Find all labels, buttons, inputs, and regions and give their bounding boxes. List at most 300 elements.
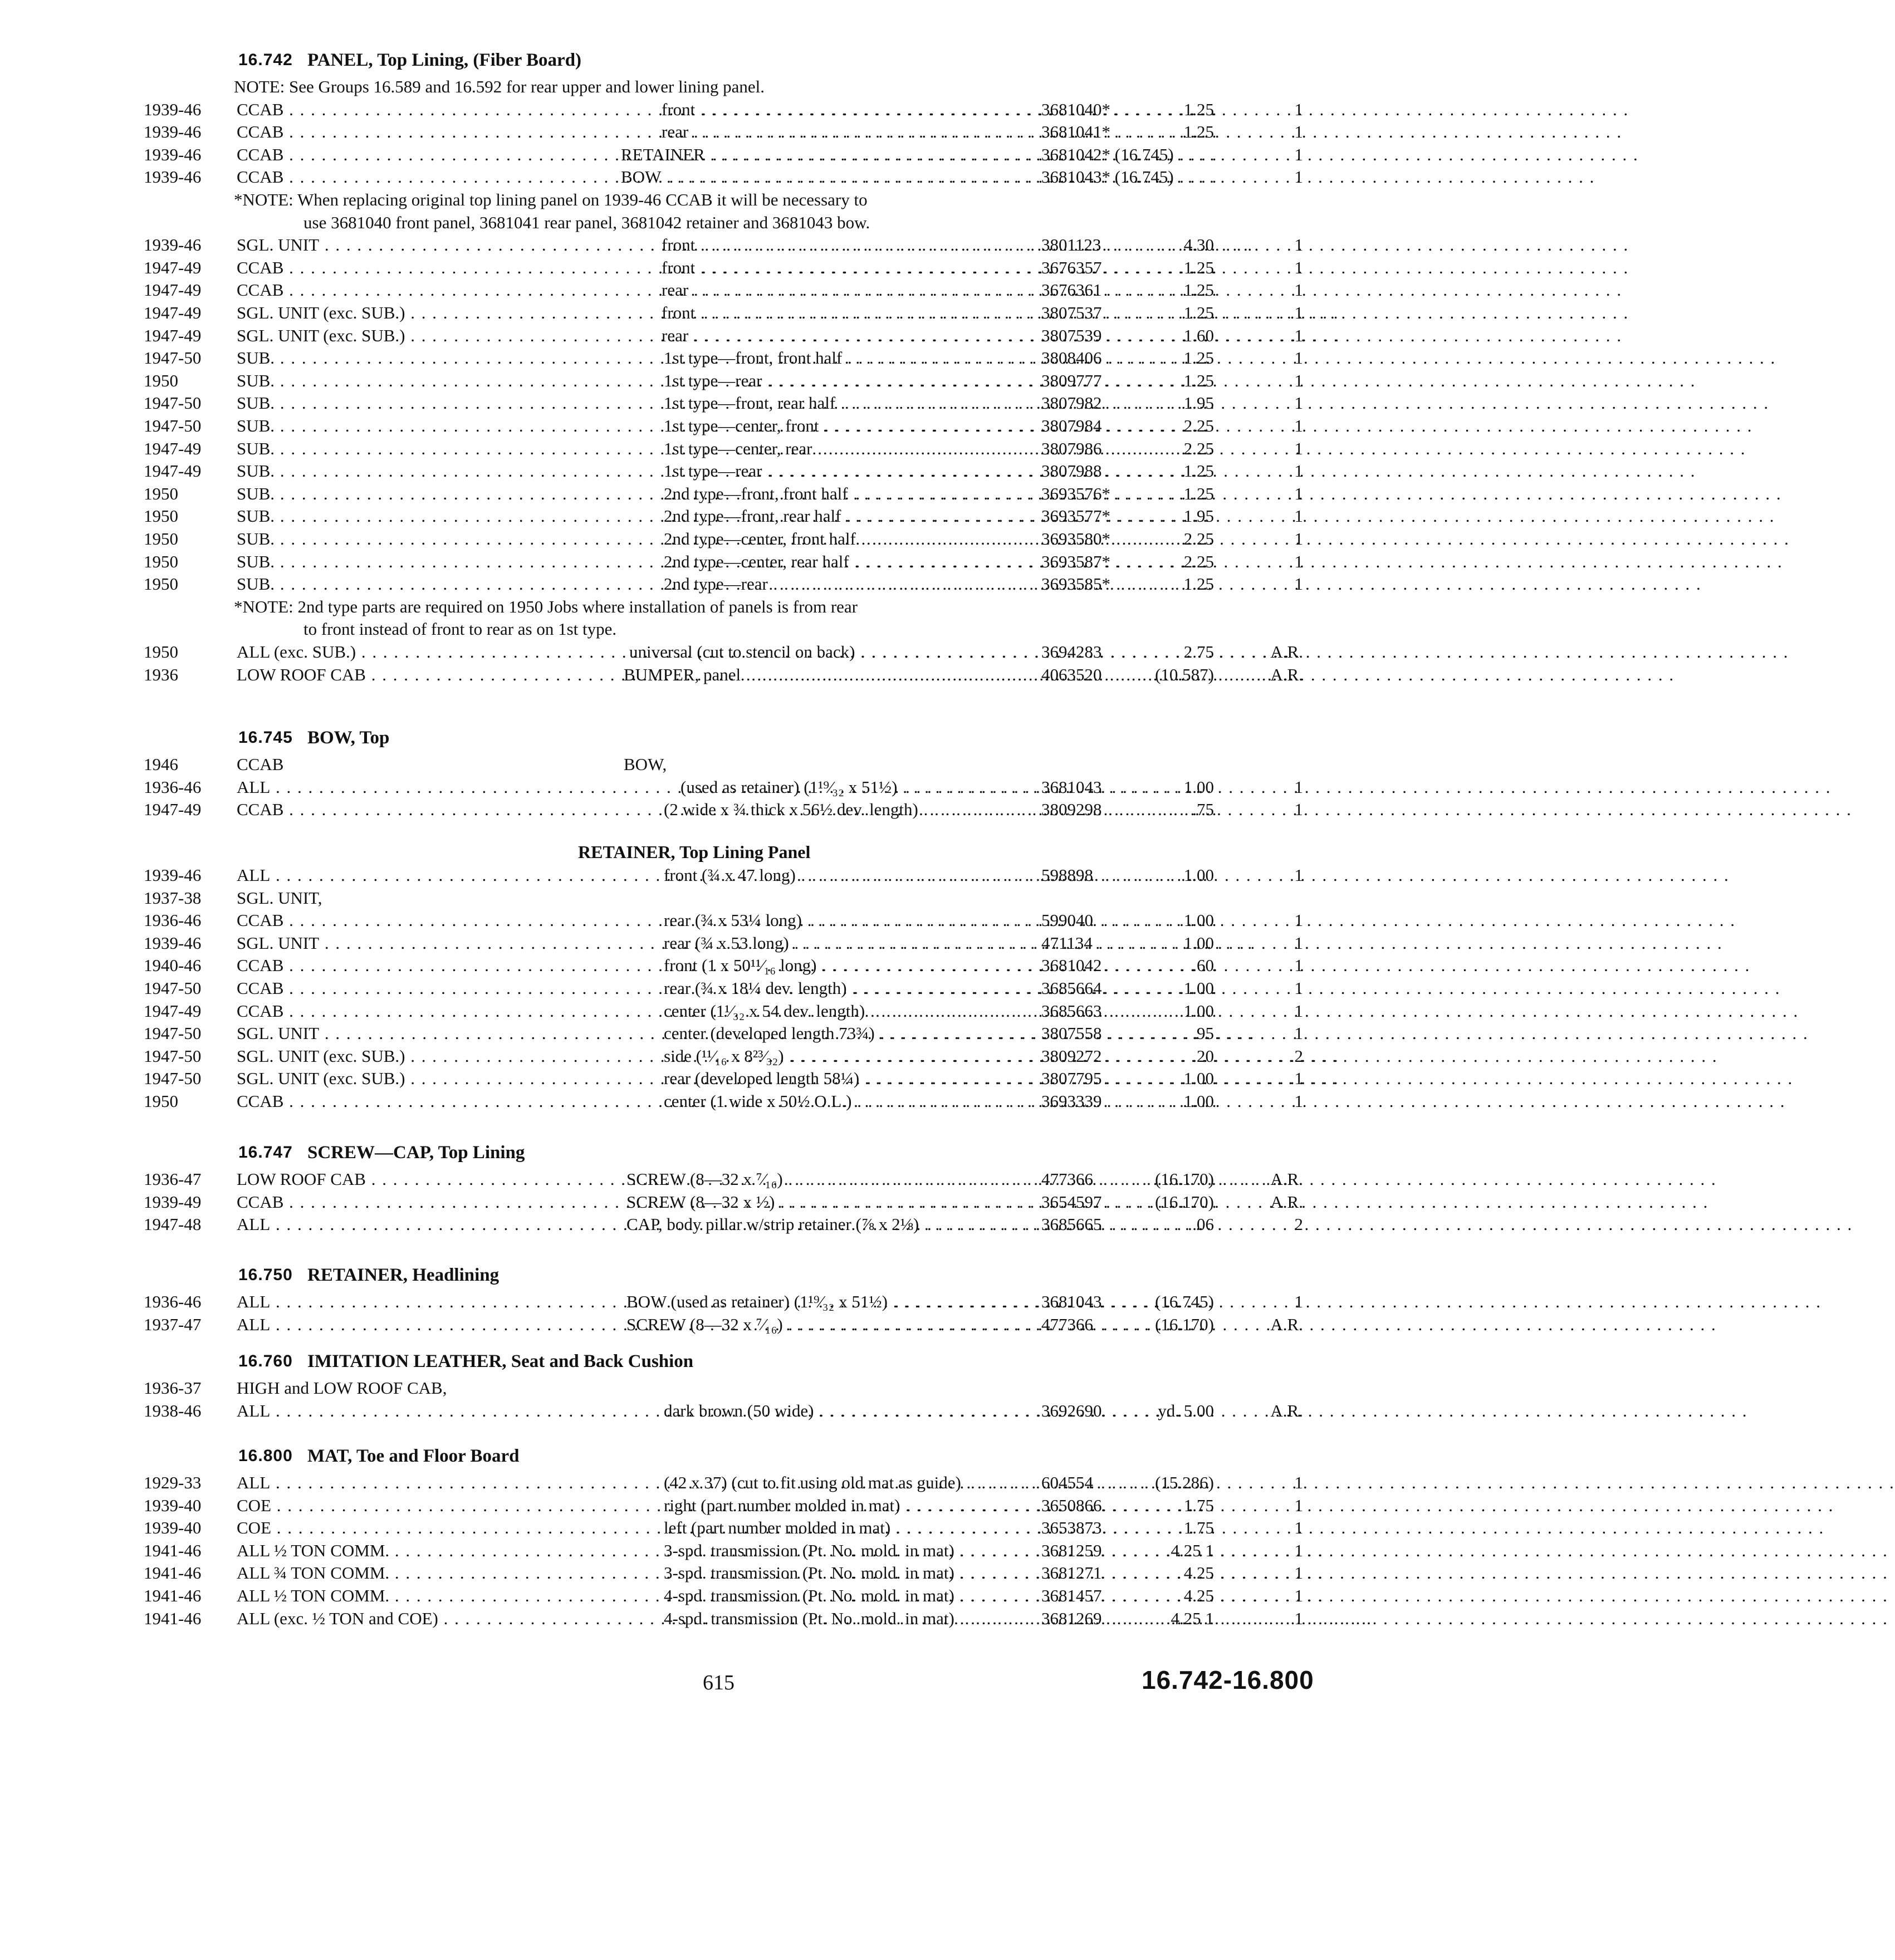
description-cell: 1st type—front, front half . . . [664,347,1025,369]
model-cell: CCAB . . . [237,1000,593,1022]
description-cell: CAP, body pillar w/strip retainer (⅞ x 2⅛) . . . [626,1213,1025,1236]
description-cell: front . . . [662,99,1025,121]
part-number: 3681041* [1041,122,1110,141]
catalog-row [0,1562,1408,1584]
catalog-row [0,347,1408,369]
quantity: 1 [1294,326,1303,345]
description-cell: SCREW (8—32 x ⁷⁄₁₆) . . . [626,1168,1025,1190]
catalog-row [0,1213,1408,1236]
part-number: 3681040* [1041,100,1110,119]
section-number: 16.745 [238,728,293,747]
description-cell: 1st type—rear . . . [664,460,1025,482]
section-title: SCREW—CAP, Top Lining [307,1143,525,1163]
price: .60 [1192,955,1214,975]
quantity: 1 [1294,439,1303,458]
catalog-row [0,325,1408,347]
model-cell: SUB. . . . [237,370,593,392]
catalog-row [0,99,1408,121]
price: 1.00 [1183,1091,1214,1111]
catalog-row [0,257,1408,279]
model-cell: ALL . . . [237,1291,618,1313]
year-range: 1939-46 [144,145,202,164]
year-range: 1947-49 [144,303,202,322]
catalog-row [0,1191,1408,1213]
part-number: 3681042* (16.745) [1041,145,1174,164]
description-cell: center (1 wide x 50½ O.L.) . . . [664,1090,1025,1113]
year-range: 1939-46 [144,167,202,187]
description-cell: BOW . . . [621,166,1025,188]
part-number: 3685663 [1041,1001,1102,1021]
part-number: 3693339 [1041,1091,1102,1111]
catalog-row [0,1314,1408,1336]
part-number: 3807539 [1041,326,1102,345]
price: (16.170) [1155,1315,1214,1334]
part-number: 3681043* (16.745) [1041,167,1174,187]
model-cell: ALL ½ TON COMM. . . . [237,1585,593,1607]
part-number: 3693577* [1041,506,1110,526]
model-cell: SGL. UNIT (exc. SUB.) . . . [237,325,593,347]
model-cell: ALL . . . [237,864,593,886]
model-cell: HIGH and LOW ROOF CAB, [237,1378,447,1398]
model-cell: SUB. . . . [237,505,593,527]
part-number: 3807537 [1041,303,1102,322]
quantity: 1 [1294,348,1303,367]
model-cell: SUB. . . . [237,573,593,595]
description-cell: 3-spd. transmission (Pt. No. mold. in mat) . . . [664,1540,1025,1562]
price: (16.170) [1155,1169,1214,1189]
catalog-row [0,1517,1408,1539]
year-range: 1929-33 [144,1473,202,1492]
note-line [0,596,1408,618]
model-cell: CCAB . . . [237,166,613,188]
year-range: 1938-46 [144,1401,202,1420]
quantity: 1 [1294,506,1303,526]
catalog-row [0,1090,1408,1113]
year-range: 1947-49 [144,326,202,345]
description-cell: front (¾ x 47 long) . . . [664,864,1025,886]
catalog-row [0,1400,1408,1422]
quantity: 1 [1294,1473,1303,1492]
catalog-row [0,1494,1408,1517]
description-cell: RETAINER . . . [621,144,1025,166]
price: 1.25 [1183,258,1214,277]
model-cell: SUB. . . . [237,528,593,550]
price: 1.25 [1183,303,1214,322]
model-cell: SGL. UNIT . . . [237,932,593,954]
description-cell: 1st type—center, rear . . . [664,438,1025,460]
note-text: NOTE: See Groups 16.589 and 16.592 for rear upper and lower lining panel. [234,77,765,96]
description-cell: front (1 x 50¹¹⁄₁₆ long) . . . [664,954,1025,977]
description-cell: (used as retainer) (1¹⁹⁄₃₂ x 51½) . . . [680,776,1025,798]
description-cell: front . . . [662,302,1025,324]
price: 2.25 [1183,439,1214,458]
year-range: 1936-47 [144,1169,202,1189]
part-number: 3807795 [1041,1069,1102,1088]
model-cell: ALL . . . [237,1472,593,1494]
quantity: 1 [1294,978,1303,998]
catalog-row [0,573,1408,595]
quantity: 1 [1294,574,1303,594]
catalog-row [0,641,1408,663]
model-cell: ALL (exc. SUB.) . . . [237,641,621,663]
year-range: 1941-46 [144,1609,202,1628]
price: 1.25 [1183,371,1214,390]
quantity: 1 [1294,258,1303,277]
catalog-row [0,1291,1408,1313]
group-range: 16.742-16.800 [1142,1665,1314,1694]
description-cell: BOW (used as retainer) (1¹⁹⁄₃₂ x 51½) . . . [626,1291,1025,1313]
year-range: 1939-46 [144,235,202,254]
catalog-row [0,166,1408,188]
model-cell: SUB. . . . [237,392,593,414]
part-number: 3681457 [1041,1586,1102,1605]
quantity: 1 [1294,167,1303,187]
year-range: 1947-48 [144,1214,202,1234]
price: 1.25 [1183,574,1214,594]
quantity: 1 [1294,416,1303,435]
description-cell: rear (¾ x 53¼ long) . . . [664,909,1025,932]
year-range: 1950 [144,1091,178,1111]
section-title: BOW, Top [307,728,390,748]
catalog-row [0,932,1408,954]
year-range: 1950 [144,529,178,548]
catalog-row [0,144,1408,166]
part-number: 3685664 [1041,978,1102,998]
catalog-row [0,1022,1408,1045]
quantity: A.R. [1270,1315,1303,1334]
catalog-row [0,1045,1408,1067]
year-range: 1939-40 [144,1518,202,1537]
year-range: 1941-46 [144,1586,202,1605]
model-cell: SGL. UNIT, [237,888,322,908]
price: 1.25 [1183,100,1214,119]
description-cell: 2nd type—rear . . . [664,573,1025,595]
section-heading [0,1445,1408,1467]
section-title: MAT, Toe and Floor Board [307,1446,520,1466]
price: 1.00 [1183,865,1214,885]
catalog-row [0,887,1408,909]
description-cell: (42 x 37) (cut to fit using old mat as guide) . . . [664,1472,1025,1494]
model-cell: SGL. UNIT (exc. SUB.) . . . [237,302,593,324]
model-cell: SGL. UNIT (exc. SUB.) . . . [237,1067,593,1090]
price: 1.25 [1183,461,1214,481]
catalog-row [0,1540,1408,1562]
catalog-row [0,302,1408,324]
quantity: 1 [1294,865,1303,885]
quantity: 1 [1294,393,1303,413]
quantity: A.R. [1270,665,1303,684]
year-range: 1939-40 [144,1496,202,1515]
model-cell: LOW ROOF CAB . . . [237,664,615,686]
year-range: 1936-46 [144,1292,202,1311]
part-number: 3809777 [1041,371,1102,390]
description-cell: 1st type—rear . . . [664,370,1025,392]
catalog-row [0,753,1408,776]
quantity: 1 [1294,1609,1303,1628]
quantity: 1 [1294,280,1303,300]
price: 1.00 [1183,777,1214,797]
model-cell: CCAB . . . [237,279,593,301]
price: 1.25 [1183,484,1214,503]
part-number: 3681043 [1041,777,1102,797]
description-cell: 2nd type—center, rear half . . . [664,551,1025,573]
year-range: 1946 [144,754,178,774]
quantity: 1 [1294,1001,1303,1021]
price: .20 [1192,1046,1214,1066]
price: yd. 5.00 [1158,1401,1214,1420]
part-number: 3801123 [1041,235,1101,254]
catalog-row [0,528,1408,550]
year-range: 1947-49 [144,258,202,277]
quantity: A.R. [1270,642,1303,661]
description-cell: rear . . . [662,121,1025,143]
part-number: 3676361 [1041,280,1102,300]
quantity: 1 [1294,955,1303,975]
year-range: 1950 [144,642,178,661]
description-cell: rear . . . [662,325,1025,347]
part-number: 3693585* [1041,574,1110,594]
price: 1.00 [1183,910,1214,930]
year-range: 1939-46 [144,933,202,953]
part-number: 3654597 [1041,1192,1102,1212]
year-range: 1947-49 [144,461,202,481]
quantity: 1 [1294,933,1303,953]
year-range: 1939-49 [144,1192,202,1212]
description-cell: left (part number molded in mat) . . . [664,1517,1025,1539]
description-cell: 1st type—front, rear half . . . [664,392,1025,414]
catalog-row [0,1377,1408,1399]
note-text: to front instead of front to rear as on 1st type. [303,619,617,639]
catalog-row [0,279,1408,301]
year-range: 1947-50 [144,1023,202,1043]
section-heading [0,727,1408,749]
model-cell: CCAB . . . [237,977,593,999]
quantity: 1 [1294,100,1303,119]
quantity: 1 [1294,1091,1303,1111]
model-cell: COE . . . [237,1517,593,1539]
catalog-row [0,1000,1408,1022]
section-number: 16.750 [238,1266,293,1284]
section-heading [0,841,1408,863]
catalog-row [0,1608,1408,1630]
description-cell: rear (¾ x 18¼ dev. length) . . . [664,977,1025,999]
price: 1.25 [1183,348,1214,367]
year-range: 1947-49 [144,1001,202,1021]
catalog-row [0,438,1408,460]
quantity: 1 [1294,1586,1303,1605]
year-range: 1936-46 [144,777,202,797]
catalog-row [0,1585,1408,1607]
catalog-row [0,798,1408,821]
part-number: 3693576* [1041,484,1110,503]
note-line [0,189,1408,211]
description-cell: SCREW (8—32 x ⁷⁄₁₆) . . . [626,1314,1025,1336]
quantity: 1 [1294,1518,1303,1537]
model-cell: SUB. . . . [237,483,593,505]
part-number: 477366 [1041,1169,1093,1189]
model-cell: ALL . . . [237,1400,593,1422]
description-cell: rear . . . [662,279,1025,301]
quantity: 1 [1294,1496,1303,1515]
catalog-row [0,1472,1408,1494]
part-number: 598898 [1041,865,1093,885]
model-cell: CCAB . . . [237,954,593,977]
catalog-row [0,954,1408,977]
note-text: use 3681040 front panel, 3681041 rear panel, 3681042 retainer and 3681043 bow. [303,213,870,232]
part-number: 604554 [1041,1473,1093,1492]
part-number: 477366 [1041,1315,1093,1334]
price: 1.00 [1183,1069,1214,1088]
model-cell: SUB. . . . [237,347,593,369]
part-number: 3681269 [1041,1609,1102,1628]
part-number: 3681042 [1041,955,1102,975]
model-cell: LOW ROOF CAB . . . [237,1168,618,1190]
part-number: 3807558 [1041,1023,1102,1043]
quantity: 1 [1294,303,1303,322]
part-number: 471134 [1041,933,1093,953]
price: 4.30 [1183,235,1214,254]
section-number: 16.747 [238,1143,293,1162]
catalog-row [0,551,1408,573]
description-cell: BUMPER, panel . . . [624,664,1025,686]
quantity: 1 [1294,1541,1303,1560]
price: (16.745) [1155,1292,1214,1311]
description-cell: center (developed length 73¾) . . . [664,1022,1025,1045]
catalog-row [0,776,1408,798]
part-number: 3693580* [1041,529,1110,548]
year-range: 1947-50 [144,393,202,413]
year-range: 1936 [144,665,178,684]
price: 1.60 [1183,326,1214,345]
description-cell: 4-spd. transmission (Pt. No. mold. in mat) . . . [664,1585,1025,1607]
part-number: 3692690 [1041,1401,1102,1420]
year-range: 1941-46 [144,1541,202,1560]
description-cell: 1st type—center, front . . . [664,415,1025,437]
model-cell: SUB. . . . [237,415,593,437]
part-number: 3676357 [1041,258,1102,277]
catalog-row [0,460,1408,482]
year-range: 1947-49 [144,439,202,458]
price: 1.25 [1183,122,1214,141]
year-range: 1939-46 [144,865,202,885]
price: 2.25 [1183,529,1214,548]
price: (10.587) [1155,665,1214,684]
section-title: PANEL, Top Lining, (Fiber Board) [307,50,582,70]
catalog-row [0,415,1408,437]
price: 1.95 [1183,393,1214,413]
catalog-row [0,483,1408,505]
model-cell: ALL . . . [237,1314,618,1336]
description-cell: rear (developed length 58¼) . . . [664,1067,1025,1090]
page-number: 615 [703,1671,735,1694]
part-number: 3685665 [1041,1214,1102,1234]
model-cell: CCAB . . . [237,1191,618,1213]
model-cell: CCAB . . . [237,1090,593,1113]
year-range: 1947-50 [144,348,202,367]
catalog-row [0,977,1408,999]
description-cell: 2nd type—front, front half . . . [664,483,1025,505]
quantity: 1 [1294,122,1303,141]
model-cell: ALL . . . [237,776,593,798]
description-cell: side (¹¹⁄₁₆ x 8²³⁄₃₂) . . . [664,1045,1025,1067]
quantity: 1 [1294,529,1303,548]
year-range: 1937-47 [144,1315,202,1334]
catalog-row [0,370,1408,392]
model-cell: SUB. . . . [237,551,593,573]
quantity: 1 [1294,1069,1303,1088]
part-number: 3808406 [1041,348,1102,367]
note-text: *NOTE: 2nd type parts are required on 1950 Jobs where installation of panels is from rear [234,597,858,616]
price: .75 [1192,800,1214,819]
model-cell: CCAB . . . [237,121,593,143]
price: 1.75 [1183,1496,1214,1515]
year-range: 1950 [144,484,178,503]
quantity: A.R. [1270,1192,1303,1212]
quantity: 1 [1294,461,1303,481]
description-cell: center (1¹⁄₃₂ x 54 dev. length) . . . [664,1000,1025,1022]
catalog-row [0,909,1408,932]
section-heading [0,1264,1408,1286]
year-range: 1947-50 [144,416,202,435]
part-number: 3681271 [1041,1563,1102,1582]
description-cell: (2 wide x ¾ thick x 56½ dev. length) . . . [664,798,1025,821]
section-title: IMITATION LEATHER, Seat and Back Cushion [307,1351,694,1371]
description-cell: SCREW (8—32 x ½) . . . [626,1191,1025,1213]
note-line [0,618,1408,640]
year-range: 1939-46 [144,122,202,141]
description-cell: dark brown (50 wide) . . . [664,1400,1025,1422]
part-number: 3807986 [1041,439,1102,458]
quantity: 1 [1294,484,1303,503]
description-cell: 3-spd. transmission (Pt. No. mold. in mat) . . . [664,1562,1025,1584]
price: (15.286) [1155,1473,1214,1492]
catalog-row [0,1067,1408,1090]
year-range: 1947-49 [144,280,202,300]
quantity: 1 [1294,1563,1303,1582]
quantity: 1 [1294,371,1303,390]
catalog-row [0,121,1408,143]
quantity: 1 [1294,235,1303,254]
quantity: 1 [1294,145,1303,164]
quantity: A.R. [1270,1401,1303,1420]
part-number: 3807988 [1041,461,1102,481]
part-number: 3693587* [1041,552,1110,571]
model-cell: CCAB . . . [237,909,593,932]
section-title: RETAINER, Headlining [307,1265,500,1285]
part-number: 3807982 [1041,393,1102,413]
description-cell: 4-spd. transmission (Pt. No. mold. in mat) . . . [664,1608,1025,1630]
price: 1.00 [1183,1001,1214,1021]
price: 1.00 [1183,933,1214,953]
price: .95 [1192,1023,1214,1043]
quantity: 2 [1294,1214,1303,1234]
section-number: 16.742 [238,51,293,69]
part-number: 3809272 [1041,1046,1102,1066]
section-heading [0,1350,1408,1373]
year-range: 1941-46 [144,1563,202,1582]
part-number: 3653873 [1041,1518,1102,1537]
price: 4.25 1 [1171,1609,1214,1628]
description-cell: front . . . [662,234,1025,256]
year-range: 1940-46 [144,955,202,975]
year-range: 1937-38 [144,888,202,908]
quantity: A.R. [1270,1169,1303,1189]
model-cell: ALL (exc. ½ TON and COE) . . . [237,1608,593,1630]
price: 1.00 [1183,978,1214,998]
model-cell: SGL. UNIT . . . [237,234,593,256]
price: 4.25 1 [1171,1541,1214,1560]
model-cell: ALL . . . [237,1213,618,1236]
